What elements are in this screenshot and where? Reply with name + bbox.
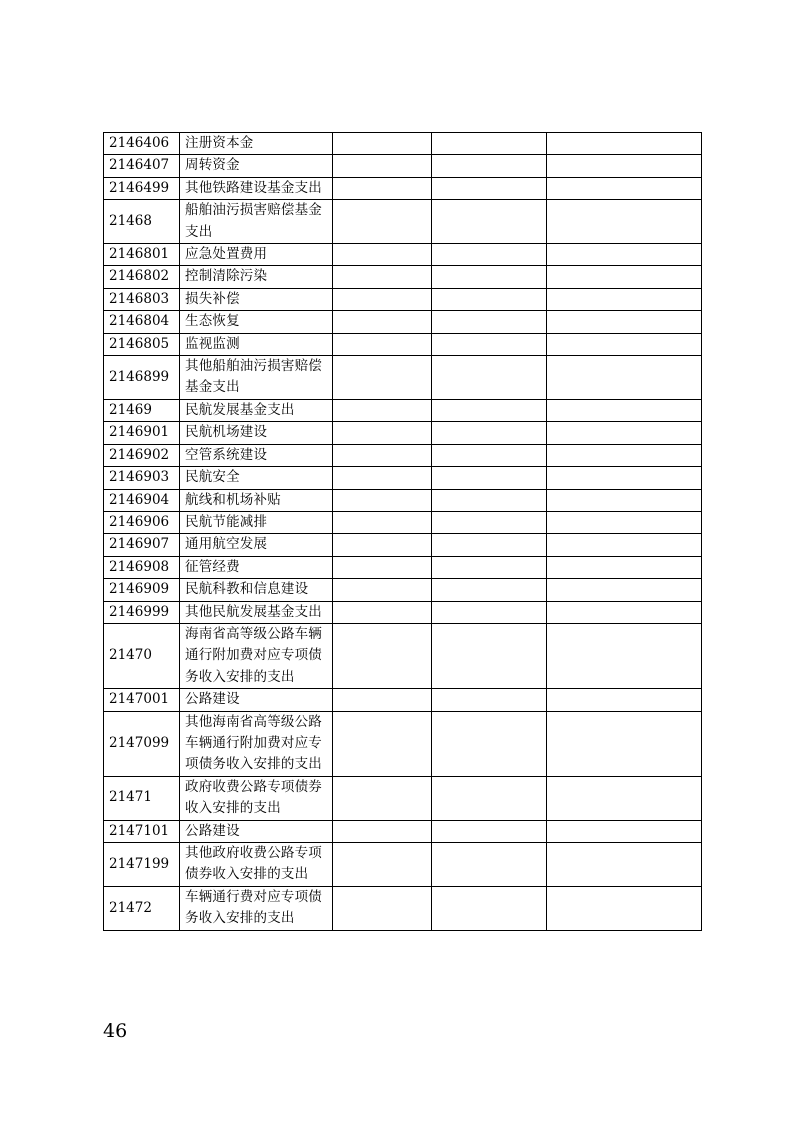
- subject-code-cell: 2147099: [104, 711, 180, 776]
- empty-value-cell: [432, 244, 547, 266]
- empty-value-cell: [432, 601, 547, 623]
- subject-name-cell: 注册资本金: [180, 133, 333, 155]
- empty-value-cell: [333, 601, 432, 623]
- empty-value-cell: [432, 177, 547, 199]
- subject-name-cell: 其他海南省高等级公路车辆通行附加费对应专项债务收入安排的支出: [180, 711, 333, 776]
- empty-value-cell: [432, 467, 547, 489]
- empty-value-cell: [547, 776, 702, 820]
- subject-code-cell: 2146899: [104, 356, 180, 400]
- empty-value-cell: [547, 579, 702, 601]
- subject-name-cell: 应急处置费用: [180, 244, 333, 266]
- table-row: [104, 177, 702, 199]
- subject-code-cell: 2146805: [104, 333, 180, 355]
- subject-code-cell: 2146406: [104, 133, 180, 155]
- budget-table: [103, 132, 702, 931]
- table-row: [104, 444, 702, 466]
- empty-value-cell: [333, 288, 432, 310]
- empty-value-cell: [547, 511, 702, 533]
- empty-value-cell: [432, 843, 547, 887]
- empty-value-cell: [432, 489, 547, 511]
- empty-value-cell: [333, 422, 432, 444]
- table-body: [104, 133, 702, 931]
- subject-name-cell: 其他船舶油污损害赔偿基金支出: [180, 356, 333, 400]
- subject-code-cell: 21472: [104, 886, 180, 930]
- table-row: [104, 556, 702, 578]
- empty-value-cell: [547, 886, 702, 930]
- empty-value-cell: [333, 776, 432, 820]
- table-row: [104, 155, 702, 177]
- subject-name-cell: 海南省高等级公路车辆通行附加费对应专项债务收入安排的支出: [180, 623, 333, 688]
- empty-value-cell: [333, 177, 432, 199]
- empty-value-cell: [333, 244, 432, 266]
- empty-value-cell: [333, 356, 432, 400]
- empty-value-cell: [432, 511, 547, 533]
- subject-name-cell: 损失补偿: [180, 288, 333, 310]
- subject-code-cell: 2146407: [104, 155, 180, 177]
- subject-name-cell: 民航发展基金支出: [180, 399, 333, 421]
- empty-value-cell: [333, 444, 432, 466]
- empty-value-cell: [547, 623, 702, 688]
- subject-code-cell: 2147101: [104, 820, 180, 842]
- subject-code-cell: 2146499: [104, 177, 180, 199]
- subject-code-cell: 2146907: [104, 534, 180, 556]
- subject-code-cell: 21468: [104, 200, 180, 244]
- empty-value-cell: [333, 489, 432, 511]
- empty-value-cell: [432, 422, 547, 444]
- subject-name-cell: 民航安全: [180, 467, 333, 489]
- empty-value-cell: [333, 843, 432, 887]
- subject-code-cell: 2146906: [104, 511, 180, 533]
- empty-value-cell: [432, 579, 547, 601]
- empty-value-cell: [432, 200, 547, 244]
- empty-value-cell: [333, 155, 432, 177]
- empty-value-cell: [547, 444, 702, 466]
- subject-name-cell: 征管经费: [180, 556, 333, 578]
- empty-value-cell: [333, 579, 432, 601]
- table-row: [104, 711, 702, 776]
- empty-value-cell: [547, 399, 702, 421]
- empty-value-cell: [432, 333, 547, 355]
- empty-value-cell: [432, 820, 547, 842]
- table-row: [104, 579, 702, 601]
- subject-code-cell: 2147001: [104, 689, 180, 711]
- empty-value-cell: [547, 356, 702, 400]
- empty-value-cell: [333, 200, 432, 244]
- subject-name-cell: 公路建设: [180, 820, 333, 842]
- subject-name-cell: 通用航空发展: [180, 534, 333, 556]
- empty-value-cell: [547, 422, 702, 444]
- empty-value-cell: [432, 534, 547, 556]
- empty-value-cell: [432, 689, 547, 711]
- empty-value-cell: [547, 489, 702, 511]
- empty-value-cell: [333, 311, 432, 333]
- subject-name-cell: 政府收费公路专项债券收入安排的支出: [180, 776, 333, 820]
- table-row: [104, 333, 702, 355]
- empty-value-cell: [547, 711, 702, 776]
- table-row: [104, 511, 702, 533]
- table-row: [104, 776, 702, 820]
- subject-name-cell: 其他政府收费公路专项债券收入安排的支出: [180, 843, 333, 887]
- empty-value-cell: [547, 843, 702, 887]
- empty-value-cell: [432, 556, 547, 578]
- subject-code-cell: 21471: [104, 776, 180, 820]
- subject-name-cell: 民航节能减排: [180, 511, 333, 533]
- subject-name-cell: 生态恢复: [180, 311, 333, 333]
- table-row: [104, 623, 702, 688]
- subject-name-cell: 船舶油污损害赔偿基金支出: [180, 200, 333, 244]
- subject-name-cell: 周转资金: [180, 155, 333, 177]
- subject-name-cell: 监视监测: [180, 333, 333, 355]
- empty-value-cell: [547, 467, 702, 489]
- table-row: [104, 601, 702, 623]
- empty-value-cell: [432, 288, 547, 310]
- empty-value-cell: [432, 356, 547, 400]
- subject-code-cell: 2147199: [104, 843, 180, 887]
- table-row: [104, 843, 702, 887]
- subject-code-cell: 21469: [104, 399, 180, 421]
- empty-value-cell: [432, 444, 547, 466]
- subject-name-cell: 其他民航发展基金支出: [180, 601, 333, 623]
- empty-value-cell: [333, 266, 432, 288]
- empty-value-cell: [547, 288, 702, 310]
- table-row: [104, 200, 702, 244]
- subject-code-cell: 21470: [104, 623, 180, 688]
- empty-value-cell: [333, 711, 432, 776]
- subject-code-cell: 2146908: [104, 556, 180, 578]
- empty-value-cell: [432, 711, 547, 776]
- empty-value-cell: [547, 200, 702, 244]
- empty-value-cell: [333, 333, 432, 355]
- subject-code-cell: 2146909: [104, 579, 180, 601]
- subject-code-cell: 2146901: [104, 422, 180, 444]
- table-row: [104, 266, 702, 288]
- empty-value-cell: [432, 399, 547, 421]
- subject-code-cell: 2146804: [104, 311, 180, 333]
- subject-name-cell: 其他铁路建设基金支出: [180, 177, 333, 199]
- empty-value-cell: [547, 266, 702, 288]
- subject-name-cell: 民航机场建设: [180, 422, 333, 444]
- subject-name-cell: 车辆通行费对应专项债务收入安排的支出: [180, 886, 333, 930]
- empty-value-cell: [333, 623, 432, 688]
- table-row: [104, 399, 702, 421]
- table-row: [104, 489, 702, 511]
- table-row: [104, 534, 702, 556]
- table-row: [104, 133, 702, 155]
- empty-value-cell: [547, 534, 702, 556]
- table-row: [104, 244, 702, 266]
- empty-value-cell: [432, 133, 547, 155]
- subject-code-cell: 2146903: [104, 467, 180, 489]
- empty-value-cell: [547, 155, 702, 177]
- empty-value-cell: [547, 244, 702, 266]
- empty-value-cell: [333, 399, 432, 421]
- subject-name-cell: 航线和机场补贴: [180, 489, 333, 511]
- empty-value-cell: [333, 556, 432, 578]
- empty-value-cell: [547, 177, 702, 199]
- empty-value-cell: [547, 689, 702, 711]
- empty-value-cell: [432, 311, 547, 333]
- empty-value-cell: [432, 776, 547, 820]
- empty-value-cell: [547, 556, 702, 578]
- subject-name-cell: 空管系统建设: [180, 444, 333, 466]
- subject-code-cell: 2146801: [104, 244, 180, 266]
- subject-code-cell: 2146802: [104, 266, 180, 288]
- table-row: [104, 467, 702, 489]
- empty-value-cell: [333, 133, 432, 155]
- table-row: [104, 311, 702, 333]
- subject-name-cell: 控制清除污染: [180, 266, 333, 288]
- empty-value-cell: [333, 820, 432, 842]
- empty-value-cell: [432, 155, 547, 177]
- table-row: [104, 689, 702, 711]
- subject-code-cell: 2146902: [104, 444, 180, 466]
- empty-value-cell: [547, 133, 702, 155]
- table-row: [104, 356, 702, 400]
- empty-value-cell: [333, 534, 432, 556]
- subject-code-cell: 2146904: [104, 489, 180, 511]
- table-row: [104, 288, 702, 310]
- subject-name-cell: 民航科教和信息建设: [180, 579, 333, 601]
- empty-value-cell: [432, 623, 547, 688]
- subject-name-cell: 公路建设: [180, 689, 333, 711]
- empty-value-cell: [333, 886, 432, 930]
- empty-value-cell: [333, 467, 432, 489]
- empty-value-cell: [333, 689, 432, 711]
- empty-value-cell: [432, 886, 547, 930]
- page-number: 46: [103, 1020, 128, 1042]
- empty-value-cell: [432, 266, 547, 288]
- empty-value-cell: [547, 601, 702, 623]
- table-row: [104, 422, 702, 444]
- empty-value-cell: [333, 511, 432, 533]
- table-row: [104, 820, 702, 842]
- empty-value-cell: [547, 311, 702, 333]
- table-row: [104, 886, 702, 930]
- empty-value-cell: [547, 333, 702, 355]
- empty-value-cell: [547, 820, 702, 842]
- subject-code-cell: 2146803: [104, 288, 180, 310]
- subject-code-cell: 2146999: [104, 601, 180, 623]
